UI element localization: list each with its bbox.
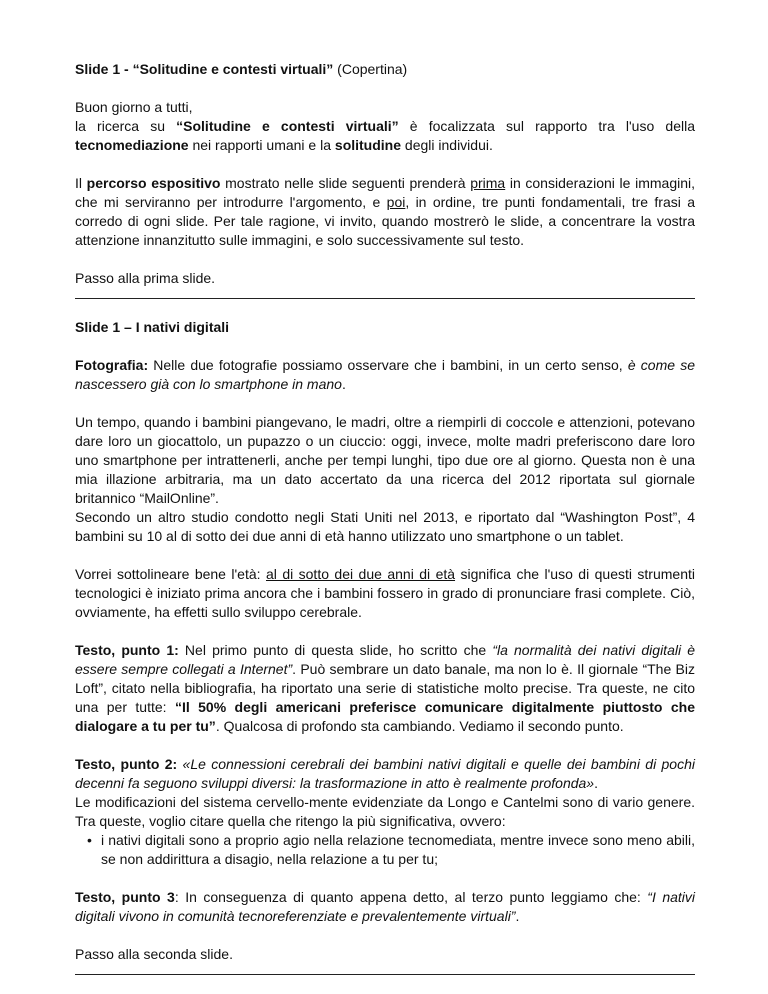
modifications-paragraph: Le modificazioni del sistema cervello-mente evidenziate da Longo e Cantelmi sono di vario genere. Tra queste, voglio citare quella che ritengo la più significativa, ovvero: (75, 794, 695, 829)
bullet-icon: • (87, 832, 92, 848)
text-point-2: Testo, punto 2: «Le connessioni cerebrali dei bambini nativi digitali e quelle dei bambini di pochi decenni fa seguono sviluppi diversi: la trasformazione in atto è realmente profonda». (75, 756, 695, 791)
past-paragraph: Un tempo, quando i bambini piangevano, le madri, oltre a riempirli di coccole e attenzioni, potevano dare loro un giocattolo, un pupazzo o un ciuccio: oggi, invece, molte madri preferiscono dare loro uno smartphone per intrattenerli, anche per tempi lunghi, tipo due ore al giorno. Questa non è una mia illazione arbitraria, ma un dato accertato da una ricerca del 2012 riportata sul giornale britannico “MailOnline”. (75, 414, 695, 506)
exposition-paragraph: Il percorso espositivo mostrato nelle slide seguenti prenderà prima in considerazioni le immagini, che mi serviranno per introdurre l'argomento, e poi, in ordine, tre punti fondamentali, tre frasi a corredo di ogni slide. Per tale ragione, vi invito, quando mostrerò le slide, a concentrare la vostra attenzione innanzitutto sulle immagini, e solo successivamente sul testo. (75, 175, 695, 248)
next-slide-note: Passo alla prima slide. (75, 270, 216, 286)
photo-paragraph: Fotografia: Nelle due fotografie possiamo osservare che i bambini, in un certo senso, è come se nascessero già con lo smartphone in mano. (75, 357, 695, 392)
slide-1-heading: Slide 1 – I nativi digitali (75, 319, 230, 335)
cover-title-suffix: (Copertina) (333, 61, 408, 77)
study-paragraph: Secondo un altro studio condotto negli Stati Uniti nel 2013, e riportato dal “Washington Post”, 4 bambini su 10 al di sotto dei due anni di età hanno utilizzato uno smartphone o un tablet. (75, 509, 695, 544)
next-slide-note-2: Passo alla seconda slide. (75, 946, 233, 962)
age-paragraph: Vorrei sottolineare bene l'età: al di sotto dei due anni di età significa che l'uso di questi strumenti tecnologici è iniziato prima ancora che i bambini fossero in grado di pronunciare frasi complete. Ciò, ovviamente, ha effetti sullo sviluppo cerebrale. (75, 566, 695, 620)
bullet-item: • i nativi digitali sono a proprio agio nella relazione tecnomediata, mentre invece sono meno abili, se non addirittura a disagio, nella relazione a tu per tu; (87, 832, 695, 867)
section-divider (75, 298, 695, 299)
document-page (75, 60, 695, 985)
text-point-3: Testo, punto 3: In conseguenza di quanto appena detto, al terzo punto leggiamo che: “I nativi digitali vivono in comunità tecnoreferenziate e prevalentemente virtuali”. (75, 889, 696, 924)
cover-title: Slide 1 - “Solitudine e contesti virtuali” (75, 61, 334, 77)
text-point-1: Testo, punto 1: Nel primo punto di questa slide, ho scritto che “la normalità dei nativi digitali è essere sempre collegati a Internet”. Può sembrare un dato banale, ma non lo è. Il giornale “The Biz Loft”, citato nella bibliografia, ha riportato una serie di statistiche molto precise. Tra queste, ne cito una per tutte: “Il 50% degli americani preferisce comunicare digitalmente piuttosto che dialogare a tu per tu”. Qualcosa di profondo sta cambiando. Vediamo il secondo punto. (75, 642, 695, 734)
section-divider-2 (75, 974, 695, 975)
greeting: Buon giorno a tutti, (75, 99, 193, 115)
slide-cover-heading (75, 60, 695, 79)
greeting-paragraph: Buon giorno a tutti, la ricerca su “Solitudine e contesti virtuali” è focalizzata sul rapporto tra l'uso della tecnomediazione nei rapporti umani e la solitudine degli individui. (75, 99, 695, 153)
